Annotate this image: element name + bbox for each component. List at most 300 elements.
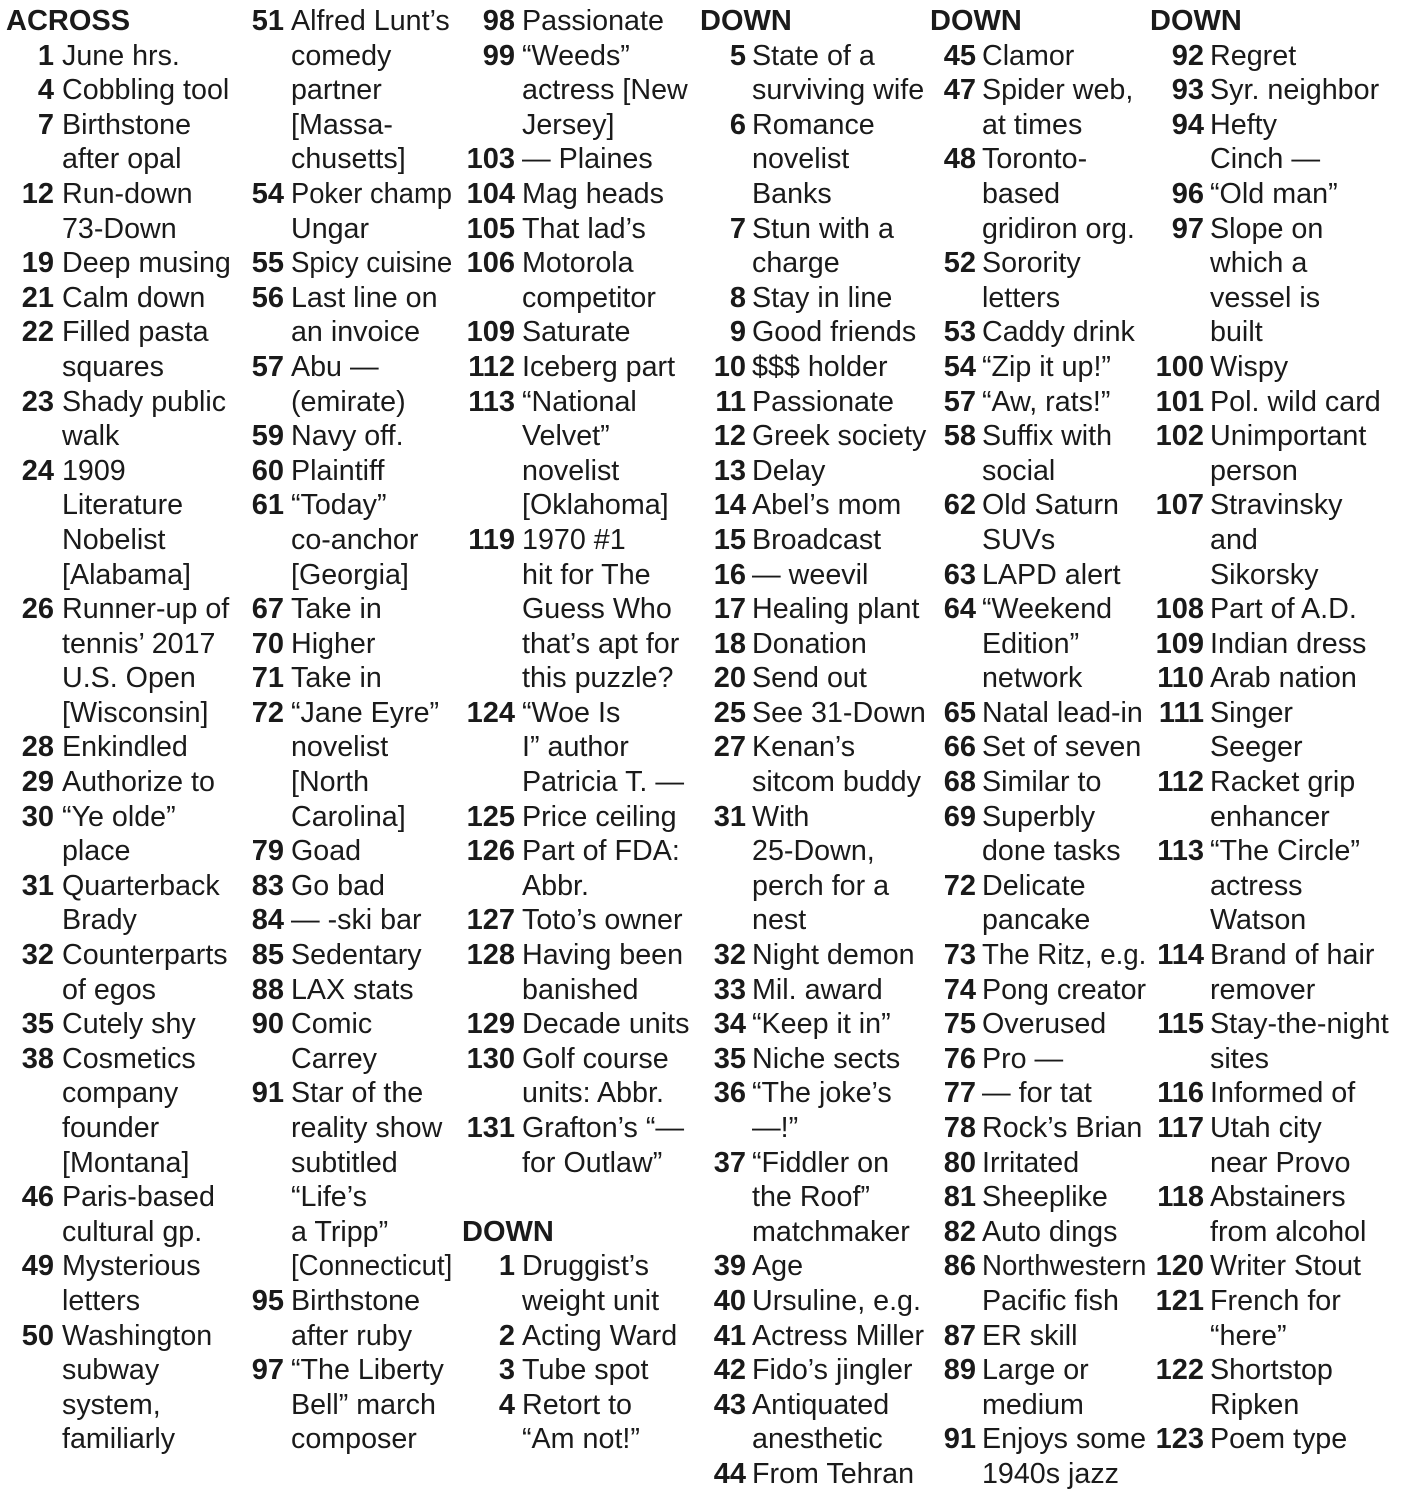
clue-line: co-anchor — [291, 523, 419, 556]
clue-text — [752, 315, 928, 350]
clue-number: 2 — [498, 1319, 515, 1352]
clue-line: LAX stats — [291, 973, 414, 1006]
clue-number: 118 — [1157, 1181, 1204, 1214]
clue-number: 35 — [713, 1042, 746, 1075]
clue-number: 116 — [1157, 1077, 1204, 1110]
clue-line: Stravinsky — [1210, 489, 1343, 522]
down-clue — [930, 350, 1148, 385]
down-clue — [700, 730, 928, 799]
clue-number: 74 — [943, 973, 976, 1006]
clue-text — [1210, 1007, 1408, 1076]
clue-line: a Tripp” — [291, 1215, 389, 1248]
clue-text — [1210, 385, 1408, 420]
down-clue — [930, 696, 1148, 731]
down-clue — [930, 73, 1148, 142]
clue-number: 83 — [251, 869, 284, 902]
clue-number: 112 — [468, 350, 515, 383]
clue-text — [1210, 765, 1408, 834]
down-clue — [1150, 73, 1408, 108]
clue-line: Nobelist — [62, 523, 166, 556]
clue-line: Enkindled — [62, 731, 188, 764]
clue-number: 122 — [1155, 1354, 1204, 1387]
clue-line: squares — [62, 350, 164, 383]
clue-number: 17 — [713, 593, 746, 626]
down-clue — [1150, 1076, 1408, 1111]
across-clue — [462, 39, 698, 143]
clue-text — [62, 1180, 234, 1249]
clue-line: “Weeds” — [522, 39, 630, 72]
across-clue — [6, 454, 234, 592]
clue-line: nest — [752, 904, 807, 937]
clue-line: Brady — [62, 904, 137, 937]
clue-line: “The Circle” — [1210, 835, 1360, 868]
clue-number: 31 — [713, 800, 746, 833]
clue-number: 126 — [466, 835, 515, 868]
clue-line: cultural gp. — [62, 1215, 203, 1248]
clue-text — [291, 4, 454, 177]
clue-line: Pro — — [982, 1042, 1064, 1075]
clue-line: “Zip it up!” — [982, 350, 1111, 383]
clue-text — [291, 246, 454, 281]
clue-number: 8 — [729, 281, 746, 314]
clue-text — [752, 1388, 928, 1457]
clue-line: medium — [982, 1388, 1084, 1421]
clue-line: Calm down — [62, 281, 206, 314]
clue-line: Shady public — [62, 385, 227, 418]
clue-line: Good friends — [752, 316, 917, 349]
down-clue — [930, 592, 1148, 696]
clue-text — [982, 765, 1148, 800]
clue-line: Motorola — [522, 247, 634, 280]
clue-line: Birthstone — [291, 1284, 421, 1317]
clue-number: 103 — [466, 143, 515, 176]
clue-text — [522, 903, 698, 938]
clue-text — [291, 488, 454, 592]
clue-column-5 — [930, 4, 1148, 1492]
clue-line: Brand of hair — [1210, 939, 1375, 972]
down-clue — [700, 350, 928, 385]
clue-line: Passionate — [522, 5, 664, 37]
clue-text — [982, 1319, 1148, 1354]
clue-line: Literature — [62, 489, 184, 522]
clue-text — [62, 246, 234, 281]
clue-number: 3 — [498, 1354, 515, 1387]
clue-line: Druggist’s — [522, 1250, 649, 1283]
clue-line: done tasks — [982, 835, 1121, 868]
clue-line: Delicate — [982, 869, 1086, 902]
clue-line: Delay — [752, 454, 826, 487]
clue-number: 68 — [943, 766, 976, 799]
down-clue — [930, 1319, 1148, 1354]
clue-line: Retort to — [522, 1388, 632, 1421]
clue-number: 85 — [251, 939, 284, 972]
clue-text — [982, 73, 1148, 142]
clue-text — [752, 488, 928, 523]
clue-line: Niche sects — [752, 1042, 901, 1075]
clue-line: With — [752, 800, 810, 833]
across-clue — [6, 800, 234, 869]
across-clue — [6, 938, 234, 1007]
clue-number: 6 — [729, 108, 746, 141]
clue-line: surviving wife — [752, 74, 925, 107]
clue-number: 113 — [1157, 835, 1204, 868]
clue-line: Caddy drink — [982, 316, 1135, 349]
clue-line: “Ye olde” — [62, 800, 176, 833]
clue-line: Romance — [752, 108, 875, 141]
across-clue — [236, 177, 454, 246]
clue-text — [1210, 177, 1408, 212]
clue-text — [62, 177, 234, 246]
clue-line: enhancer — [1210, 800, 1330, 833]
clue-number: 120 — [1155, 1250, 1204, 1283]
clue-text — [62, 39, 234, 74]
clue-line: June hrs. — [62, 39, 180, 72]
clue-line: Wispy — [1210, 350, 1289, 383]
clue-number: 28 — [21, 731, 54, 764]
clue-number: 94 — [1171, 108, 1204, 141]
clue-line: competitor — [522, 281, 656, 314]
clue-line: Stay in line — [752, 281, 893, 314]
across-clue — [236, 1353, 454, 1457]
clue-number: 117 — [1157, 1112, 1204, 1144]
down-clue — [930, 1111, 1148, 1146]
across-clue — [462, 4, 698, 39]
clue-text — [982, 973, 1148, 1008]
clue-line: Washington — [62, 1319, 213, 1352]
down-clue — [1150, 108, 1408, 177]
down-clue — [700, 523, 928, 558]
clue-line: Pong creator — [982, 973, 1147, 1006]
across-clue — [462, 246, 698, 315]
clue-line: based — [982, 177, 1061, 210]
clue-text — [522, 177, 698, 212]
clue-number: 57 — [251, 350, 284, 383]
clue-line: walk — [62, 420, 120, 453]
clue-number: 130 — [466, 1042, 515, 1075]
down-clue — [1150, 696, 1408, 765]
clue-line: social — [982, 454, 1056, 487]
across-clue — [6, 73, 234, 108]
clue-line: Counterparts — [62, 939, 228, 972]
clue-number: 25 — [713, 696, 746, 729]
clue-line: novelist — [291, 731, 389, 764]
clue-line: [Montana] — [62, 1146, 190, 1179]
clue-line: reality show — [291, 1112, 443, 1144]
down-clue — [1150, 212, 1408, 350]
clue-text — [1210, 1111, 1408, 1180]
across-clue — [6, 592, 234, 730]
down-clue — [700, 696, 928, 731]
down-clue — [930, 1076, 1148, 1111]
clue-line: Northwestern — [982, 1250, 1147, 1283]
clue-line: place — [62, 835, 131, 868]
clue-line: Seeger — [1210, 731, 1303, 764]
across-clue — [6, 1042, 234, 1180]
across-clue — [462, 938, 698, 1007]
clue-number: 65 — [943, 696, 976, 729]
clue-number: 112 — [1157, 766, 1204, 799]
clue-text — [62, 1249, 234, 1318]
down-clue — [462, 1319, 698, 1354]
clue-line: Pol. wild card — [1210, 385, 1381, 418]
down-clue — [700, 1249, 928, 1284]
clue-text — [62, 73, 234, 108]
clue-line: “Fiddler on — [752, 1146, 890, 1179]
clue-number: 131 — [466, 1112, 515, 1144]
clue-number: 58 — [943, 420, 976, 453]
clue-text — [1210, 1180, 1408, 1249]
clue-line: an invoice — [291, 316, 421, 349]
clue-line: Age — [752, 1250, 804, 1283]
clue-number: 104 — [466, 177, 515, 210]
clue-number: 72 — [251, 696, 284, 729]
clue-number: 124 — [466, 696, 515, 729]
clue-line: Take in — [291, 593, 382, 626]
clue-number: 33 — [713, 973, 746, 1006]
clue-text — [522, 246, 698, 315]
clue-line: tennis’ 2017 — [62, 627, 216, 660]
clue-number: 24 — [21, 454, 54, 487]
clue-text — [752, 627, 928, 662]
clue-number: 90 — [251, 1008, 284, 1041]
clue-line: I” author — [522, 731, 629, 764]
clue-number: 45 — [943, 39, 976, 72]
clue-number: 97 — [1171, 212, 1204, 245]
clue-line: Banks — [752, 177, 832, 210]
clue-line: Night demon — [752, 939, 915, 972]
clue-text — [291, 661, 454, 696]
clue-text — [522, 800, 698, 835]
clue-line: Writer Stout — [1210, 1250, 1362, 1283]
clue-text — [982, 1111, 1148, 1146]
clue-text — [982, 142, 1148, 246]
clue-column-3 — [462, 4, 698, 1457]
clue-line: company — [62, 1077, 179, 1110]
clue-text — [1210, 73, 1408, 108]
across-clue — [462, 350, 698, 385]
clue-text — [291, 592, 454, 627]
clue-text — [982, 1422, 1148, 1491]
clue-number: 43 — [713, 1388, 746, 1421]
clue-number: 106 — [466, 247, 515, 280]
clue-text — [1210, 108, 1408, 177]
clue-line: Velvet” — [522, 420, 610, 453]
clue-text — [62, 315, 234, 384]
across-clue — [236, 4, 454, 177]
clue-line: From Tehran — [752, 1457, 915, 1490]
across-clue — [236, 350, 454, 419]
across-clue — [462, 903, 698, 938]
clue-line: Indian dress — [1210, 627, 1367, 660]
down-header: DOWN — [462, 1215, 554, 1248]
clue-line: Abu — — [291, 350, 379, 383]
clue-number: 51 — [251, 5, 284, 37]
clue-line: and — [1210, 523, 1258, 556]
clue-line: actress [New — [522, 74, 688, 107]
clue-number: 84 — [251, 904, 284, 937]
across-clue — [462, 177, 698, 212]
down-clue — [700, 1388, 928, 1457]
clue-line: “Keep it in” — [752, 1008, 891, 1041]
clue-text — [752, 661, 928, 696]
clue-number: 87 — [943, 1319, 976, 1352]
clue-text — [62, 869, 234, 938]
down-header: DOWN — [930, 5, 1022, 37]
clue-line: Enjoys some — [982, 1423, 1147, 1456]
clue-line: Patricia T. — — [522, 766, 685, 799]
clue-number: 63 — [943, 558, 976, 591]
down-clue — [930, 1215, 1148, 1250]
down-clue — [462, 1388, 698, 1457]
clue-text — [291, 903, 454, 938]
across-clue — [236, 592, 454, 627]
down-clue — [700, 108, 928, 212]
clue-line: Kenan’s — [752, 731, 856, 764]
clue-text — [982, 315, 1148, 350]
clue-line: Toto’s owner — [522, 904, 683, 937]
across-clue — [6, 730, 234, 765]
clue-line: [Wisconsin] — [62, 696, 209, 729]
clue-text — [982, 1076, 1148, 1111]
clue-line: — weevil — [752, 558, 869, 591]
clue-text — [62, 1319, 234, 1457]
clue-line: Carolina] — [291, 800, 406, 833]
clue-text — [291, 627, 454, 662]
clue-line: Arab nation — [1210, 662, 1357, 695]
clue-text — [1210, 419, 1408, 488]
down-clue — [700, 1284, 928, 1319]
clue-text — [752, 350, 928, 385]
down-clue — [700, 558, 928, 593]
down-clue — [700, 1076, 928, 1145]
clue-line: hit for The — [522, 558, 651, 591]
clue-line: sitcom buddy — [752, 766, 921, 799]
clue-text — [522, 523, 698, 696]
clue-number: 30 — [21, 800, 54, 833]
down-clue — [930, 800, 1148, 869]
clue-line: Filled pasta — [62, 316, 209, 349]
clue-line: letters — [62, 1284, 141, 1317]
clue-line: Ursuline, e.g. — [752, 1284, 921, 1317]
down-clue — [1150, 1284, 1408, 1353]
clue-line: founder — [62, 1112, 160, 1144]
clue-text — [291, 1007, 454, 1076]
clue-line: Decade units — [522, 1008, 690, 1041]
clue-number: 18 — [713, 627, 746, 660]
clue-text — [982, 39, 1148, 74]
clue-text — [752, 1076, 928, 1145]
clue-line: Saturate — [522, 316, 631, 349]
across-clue — [6, 108, 234, 177]
clue-line: Slope on — [1210, 212, 1324, 245]
clue-number: 44 — [713, 1457, 746, 1490]
clue-line: “Old man” — [1210, 177, 1338, 210]
clue-line: 73-Down — [62, 212, 177, 245]
across-clue — [6, 1180, 234, 1249]
down-clue — [700, 212, 928, 281]
clue-number: 9 — [729, 316, 746, 349]
clue-text — [62, 938, 234, 1007]
clue-text — [1210, 1422, 1408, 1457]
clue-text — [752, 558, 928, 593]
down-clue — [930, 1353, 1148, 1422]
clue-line: Sorority — [982, 247, 1081, 280]
clue-number: 36 — [713, 1077, 746, 1110]
clue-column-6 — [1150, 4, 1408, 1457]
clue-text — [752, 938, 928, 973]
clue-text — [522, 1007, 698, 1042]
clue-line: after ruby — [291, 1319, 413, 1352]
down-clue — [1150, 1422, 1408, 1457]
clue-text — [752, 1457, 928, 1492]
clue-text — [1210, 627, 1408, 662]
clue-text — [522, 1111, 698, 1180]
clue-number: 7 — [37, 108, 54, 141]
clue-number: 35 — [21, 1008, 54, 1041]
down-clue — [930, 1180, 1148, 1215]
down-clue — [700, 315, 928, 350]
clue-line: Sikorsky — [1210, 558, 1319, 591]
across-clue — [462, 834, 698, 903]
clue-text — [1210, 1284, 1408, 1353]
clue-line: composer — [291, 1423, 417, 1456]
down-header: DOWN — [700, 5, 792, 37]
clue-number: 114 — [1157, 939, 1204, 972]
clue-line: — -ski bar — [291, 904, 422, 937]
clue-number: 61 — [251, 489, 284, 522]
clue-line: ER skill — [982, 1319, 1078, 1352]
down-clue — [930, 39, 1148, 74]
clue-text — [752, 523, 928, 558]
clue-number: 91 — [943, 1423, 976, 1456]
clue-line: weight unit — [522, 1284, 660, 1317]
clue-line: Passionate — [752, 385, 894, 418]
clue-number: 40 — [713, 1284, 746, 1317]
clue-number: 21 — [21, 281, 54, 314]
clue-number: 50 — [21, 1319, 54, 1352]
clue-line: Go bad — [291, 869, 385, 902]
clue-text — [291, 454, 454, 489]
clue-line: See 31-Down — [752, 696, 926, 729]
clue-text — [62, 1042, 234, 1180]
across-clue — [6, 39, 234, 74]
across-clue — [236, 1076, 454, 1284]
clue-text — [522, 39, 698, 143]
clue-line: 1940s jazz — [982, 1457, 1119, 1490]
down-clue — [930, 385, 1148, 420]
clue-number: 98 — [482, 5, 515, 37]
clue-line: person — [1210, 454, 1298, 487]
clue-line: Goad — [291, 835, 362, 868]
across-clue — [462, 523, 698, 696]
clue-line: Superbly — [982, 800, 1096, 833]
clue-line: Birthstone — [62, 108, 192, 141]
clue-line: Large or — [982, 1354, 1089, 1387]
clue-number: 34 — [713, 1008, 746, 1041]
clue-number: 123 — [1155, 1423, 1204, 1456]
clue-line: [Massa- — [291, 108, 393, 141]
clue-text — [291, 419, 454, 454]
clue-line: system, — [62, 1388, 161, 1421]
clue-text — [982, 1353, 1148, 1422]
clue-line: Run-down — [62, 177, 193, 210]
clue-text — [1210, 834, 1408, 938]
clue-text — [522, 4, 698, 39]
clue-text — [752, 281, 928, 316]
clue-line: (emirate) — [291, 385, 406, 418]
clue-line: Part of A.D. — [1210, 593, 1357, 626]
clue-number: 5 — [729, 39, 746, 72]
